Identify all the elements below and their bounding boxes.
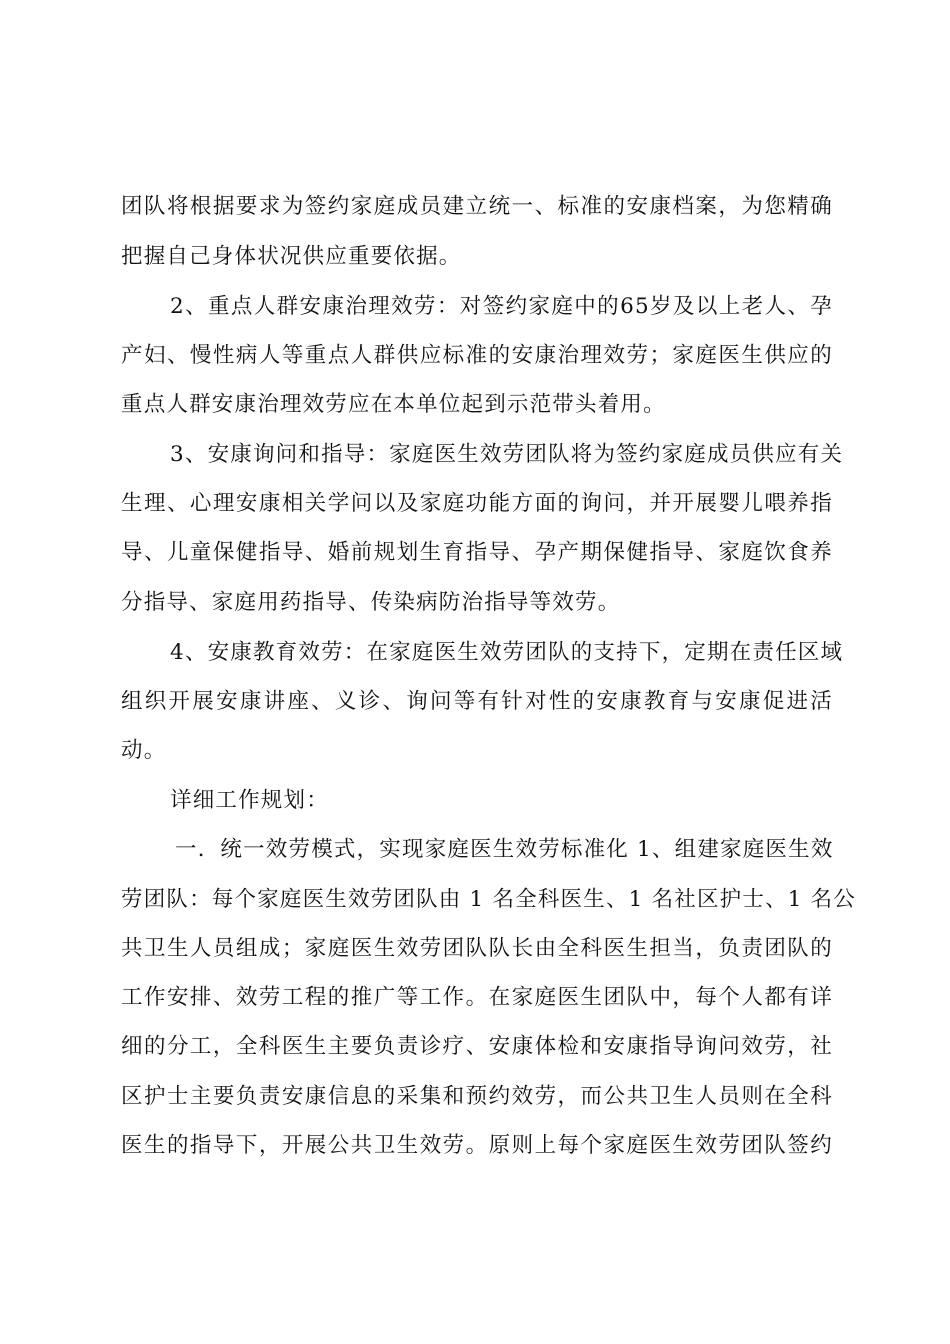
paragraph-line: 分指导、家庭用药指导、传染病防治指导等效劳。 bbox=[121, 590, 621, 615]
paragraph-line: 生理、心理安康相关学问以及家庭功能方面的询问，并开展婴儿喂养指 bbox=[121, 491, 833, 516]
paragraph-line: 把握自己身体状况供应重要依据。 bbox=[121, 244, 462, 269]
paragraph-line: 4、安康教育效劳：在家庭医生效劳团队的支持下，定期在责任区域 bbox=[170, 640, 844, 665]
paragraph-line: 3、安康询问和指导：家庭医生效劳团队将为签约家庭成员供应有关 bbox=[170, 442, 844, 467]
paragraph-line: 区护士主要负责安康信息的采集和预约效劳，而公共卫生人员则在全科 bbox=[121, 1084, 833, 1109]
paragraph-line: 劳团队：每个家庭医生效劳团队由 1 名全科医生、1 名社区护士、1 名公 bbox=[121, 887, 857, 912]
paragraph-line: 一．统一效劳模式，实现家庭医生效劳标准化 1、组建家庭医生效 bbox=[175, 837, 834, 862]
paragraph-line: 导、儿童保健指导、婚前规划生育指导、孕产期保健指导、家庭饮食养 bbox=[121, 540, 833, 565]
paragraph-line: 团队将根据要求为签约家庭成员建立统一、标准的安康档案，为您精确 bbox=[121, 194, 833, 219]
paragraph-line: 组织开展安康讲座、义诊、询问等有针对性的安康教育与安康促进活 bbox=[121, 689, 833, 714]
paragraph-line: 重点人群安康治理效劳应在本单位起到示范带头着用。 bbox=[121, 392, 666, 417]
section-heading: 详细工作规划： bbox=[170, 788, 329, 813]
paragraph-line: 工作安排、效劳工程的推广等工作。在家庭医生团队中，每个人都有详 bbox=[121, 985, 833, 1010]
paragraph-line: 动。 bbox=[121, 738, 167, 763]
paragraph-line: 共卫生人员组成；家庭医生效劳团队队长由全科医生担当，负责团队的 bbox=[121, 936, 833, 961]
paragraph-line: 细的分工，全科医生主要负责诊疗、安康体检和安康指导询问效劳，社 bbox=[121, 1034, 833, 1059]
paragraph-line: 产妇、慢性病人等重点人群供应标准的安康治理效劳；家庭医生供应的 bbox=[121, 343, 833, 368]
paragraph-line: 2、重点人群安康治理效劳：对签约家庭中的65岁及以上老人、孕 bbox=[170, 294, 833, 319]
paragraph-line: 医生的指导下，开展公共卫生效劳。原则上每个家庭医生效劳团队签约 bbox=[121, 1133, 833, 1158]
